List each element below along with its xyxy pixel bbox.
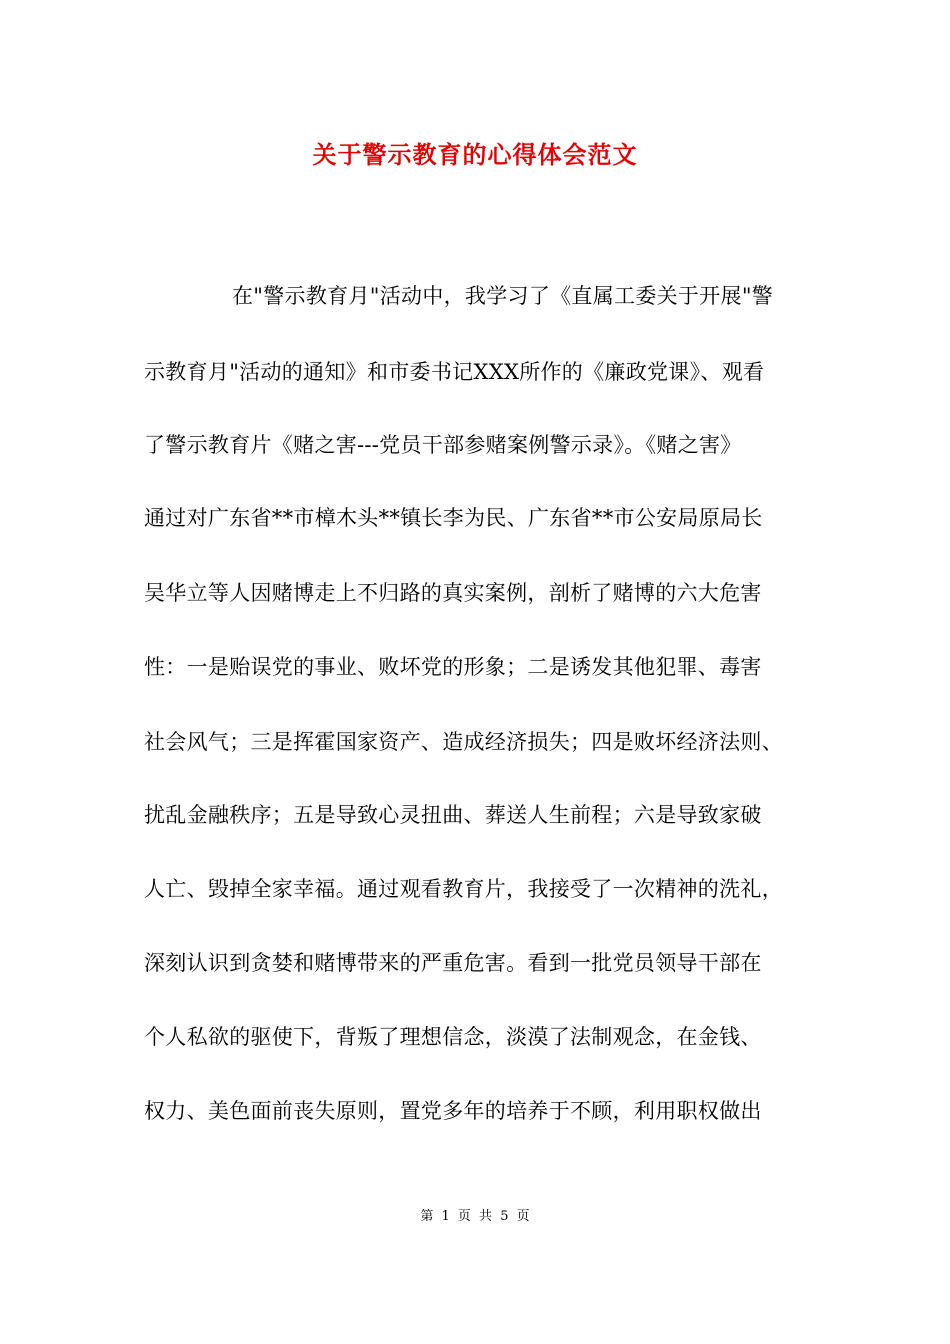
body-line: 吴华立等人因赌博走上不归路的真实案例，剖析了赌博的六大危害 xyxy=(144,581,762,605)
body-line: 在"警示教育月"活动中，我学习了《直属工委关于开展"警 xyxy=(232,284,774,308)
body-line: 深刻认识到贪婪和赌博带来的严重危害。看到一批党员领导干部在 xyxy=(144,951,762,975)
body-line: 示教育月"活动的通知》和市委书记XXX所作的《廉政党课》、观看 xyxy=(144,360,765,384)
body-line: 性：一是贻误党的事业、败坏党的形象；二是诱发其他犯罪、毒害 xyxy=(144,655,762,679)
body-line: 社会风气；三是挥霍国家资产、造成经济损失；四是败坏经济法则、 xyxy=(144,730,783,754)
page-footer: 第 1 页 共 5 页 xyxy=(420,1209,530,1224)
document-title: 关于警示教育的心得体会范文 xyxy=(312,140,638,169)
body-line: 人亡、毁掉全家幸福。通过观看教育片，我接受了一次精神的洗礼， xyxy=(144,877,783,901)
body-line: 权力、美色面前丧失原则，置党多年的培养于不顾，利用职权做出 xyxy=(144,1099,762,1123)
body-line: 了警示教育片《赌之害---党员干部参赌案例警示录》。《赌之害》 xyxy=(144,433,742,457)
body-line: 通过对广东省**市樟木头**镇长李为民、广东省**市公安局原局长 xyxy=(144,506,763,530)
body-line: 个人私欲的驱使下，背叛了理想信念，淡漠了法制观念，在金钱、 xyxy=(144,1025,762,1049)
body-line: 扰乱金融秩序；五是导致心灵扭曲、葬送人生前程；六是导致家破 xyxy=(144,803,762,827)
